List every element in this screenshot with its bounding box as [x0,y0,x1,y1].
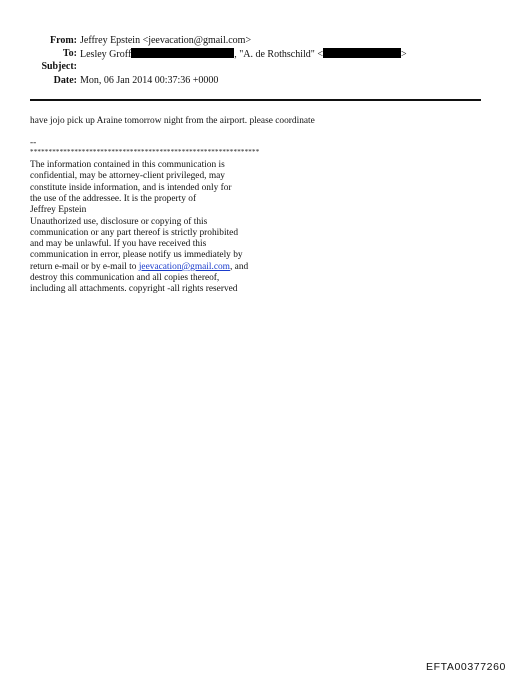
redaction-block [131,48,234,58]
bates-number: EFTA00377260 [426,661,506,673]
header-divider [30,99,481,101]
to-recipient-1: Lesley Groff [80,49,132,60]
disclaimer-text: , and [229,261,249,272]
disclaimer-line-2: confidential, may be attorney-client privileged, may [30,171,225,182]
to-close: > [401,49,407,60]
to-label: To: [62,48,77,59]
disclaimer-text: return e-mail or by e-mail to [30,261,139,272]
from-value: Jeffrey Epstein <jeevacation@gmail.com> [80,35,252,46]
disclaimer-line-12: including all attachments. copyright -all rights reserved [30,284,238,295]
disclaimer-line-8: and may be unlawful. If you have received this [30,239,207,250]
disclaimer-line-5: Jeffrey Epstein [30,205,87,216]
disclaimer-line-7: communication or any part thereof is strictly prohibited [30,227,239,238]
disclaimer-line-1: The information contained in this communication is [30,160,225,170]
disclaimer-line-9: communication in error, please notify us immediately by [30,250,243,261]
asterisk-line: ************************************************************** [30,148,260,156]
from-label: From: [49,35,77,46]
date-value: Mon, 06 Jan 2014 00:37:36 +0000 [80,75,219,86]
to-value [80,48,407,61]
disclaimer-line-10 [30,262,248,273]
disclaimer-line-4: the use of the addressee. It is the property of [30,193,197,204]
date-label: Date: [53,75,77,86]
disclaimer-line-3: constitute inside information, and is intended only for [30,182,232,193]
signature-dashes: -- [30,138,37,148]
email-link[interactable]: jeevacation@gmail.com [138,261,230,272]
redaction-block [323,48,401,58]
disclaimer-line-6: Unauthorized use, disclosure or copying of this [30,216,208,227]
disclaimer-line-11: destroy this communication and all copies thereof, [30,273,220,283]
subject-label: Subject: [41,61,77,72]
to-recipient-2: , "A. de Rothschild" < [234,49,323,60]
message-text: have jojo pick up Araine tomorrow night from the airport. please coordinate [30,116,315,126]
